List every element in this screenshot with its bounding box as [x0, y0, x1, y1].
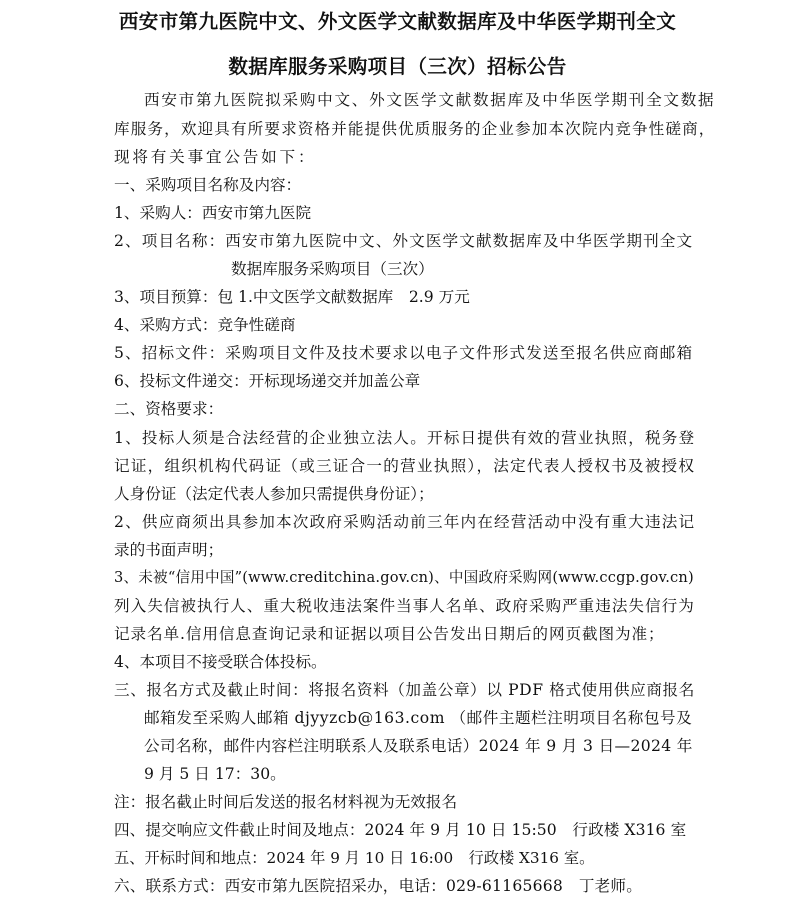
- title-line-1: 西安市第九医院中文、外文医学文献数据库及中华医学期刊全文: [118, 10, 677, 33]
- section-1-item-4: 4、采购方式：竞争性磋商: [114, 316, 296, 334]
- section-2-heading: 二、资格要求：: [114, 400, 224, 418]
- requirement-2-line-1: 2、供应商须出具参加本次政府采购活动前三年内在经营活动中没有重大违法记: [114, 513, 696, 531]
- section-6: 六、联系方式：西安市第九医院招采办，电话：029-61165668 丁老师。: [114, 877, 643, 895]
- note: 注：报名截止时间后发送的报名材料视为无效报名: [114, 793, 458, 811]
- requirement-1-line-1: 1、投标人须是合法经营的企业独立法人。开标日提供有效的营业执照，税务登: [114, 429, 696, 447]
- section-4: 四、提交响应文件截止时间及地点：2024 年 9 月 10 日 15:50 行政楼 X316 室: [114, 821, 687, 839]
- requirement-1-line-2: 记证，组织机构代码证（或三证合一的营业执照），法定代表人授权书及被授权: [114, 457, 696, 475]
- requirement-1-line-3: 人身份证（法定代表人参加只需提供身份证）；: [114, 485, 434, 503]
- section-3-line-1: 三、报名方式及截止时间：将报名资料（加盖公章）以 PDF 格式使用供应商报名: [114, 681, 695, 699]
- section-3-line-4: 9 月 5 日 17：30。: [144, 765, 286, 783]
- requirement-3-line-2: 列入失信被执行人、重大税收违法案件当事人名单、政府采购严重违法失信行为: [114, 597, 695, 615]
- section-1-item-1: 1、采购人：西安市第九医院: [114, 204, 312, 222]
- intro-line-1: 西安市第九医院拟采购中文、外文医学文献数据库及中华医学期刊全文数据: [144, 91, 716, 109]
- intro-line-2: 库服务，欢迎具有所要求资格并能提供优质服务的企业参加本次院内竞争性磋商，: [114, 120, 716, 138]
- requirement-2-line-2: 录的书面声明；: [114, 541, 224, 559]
- section-1-item-6: 6、投标文件递交：开标现场递交并加盖公章: [114, 372, 421, 390]
- section-1-item-2-line-1: 2、项目名称：西安市第九医院中文、外文医学文献数据库及中华医学期刊全文: [114, 232, 694, 250]
- section-3-line-3: 公司名称，邮件内容栏注明联系人及联系电话）2024 年 9 月 3 日—2024 年: [144, 737, 693, 755]
- section-5: 五、开标时间和地点：2024 年 9 月 10 日 16:00 行政楼 X316 室。: [114, 849, 595, 867]
- intro-line-3: 现将有关事宜公告如下：: [114, 148, 317, 166]
- section-1-heading: 一、采购项目名称及内容：: [114, 176, 302, 194]
- section-1-item-2-line-2: 数据库服务采购项目（三次）: [231, 260, 434, 278]
- requirement-3-line-1: 3、未被“信用中国”(www.creditchina.gov.cn)、中国政府采购网(www.ccgp.gov.cn): [114, 569, 694, 586]
- requirement-3-line-3: 记录名单.信用信息查询记录和证据以项目公告发出日期后的网页截图为准；: [114, 625, 665, 643]
- requirement-4: 4、本项目不接受联合体投标。: [114, 653, 327, 671]
- section-1-item-3: 3、项目预算：包 1.中文医学文献数据库 2.9 万元: [114, 288, 470, 306]
- section-3-line-2: 邮箱发至采购人邮箱 djyyzcb@163.com （邮件主题栏注明项目名称包号及: [144, 709, 693, 727]
- title-line-2: 数据库服务采购项目（三次）招标公告: [228, 55, 567, 78]
- section-1-item-5: 5、招标文件：采购项目文件及技术要求以电子文件形式发送至报名供应商邮箱: [114, 344, 694, 362]
